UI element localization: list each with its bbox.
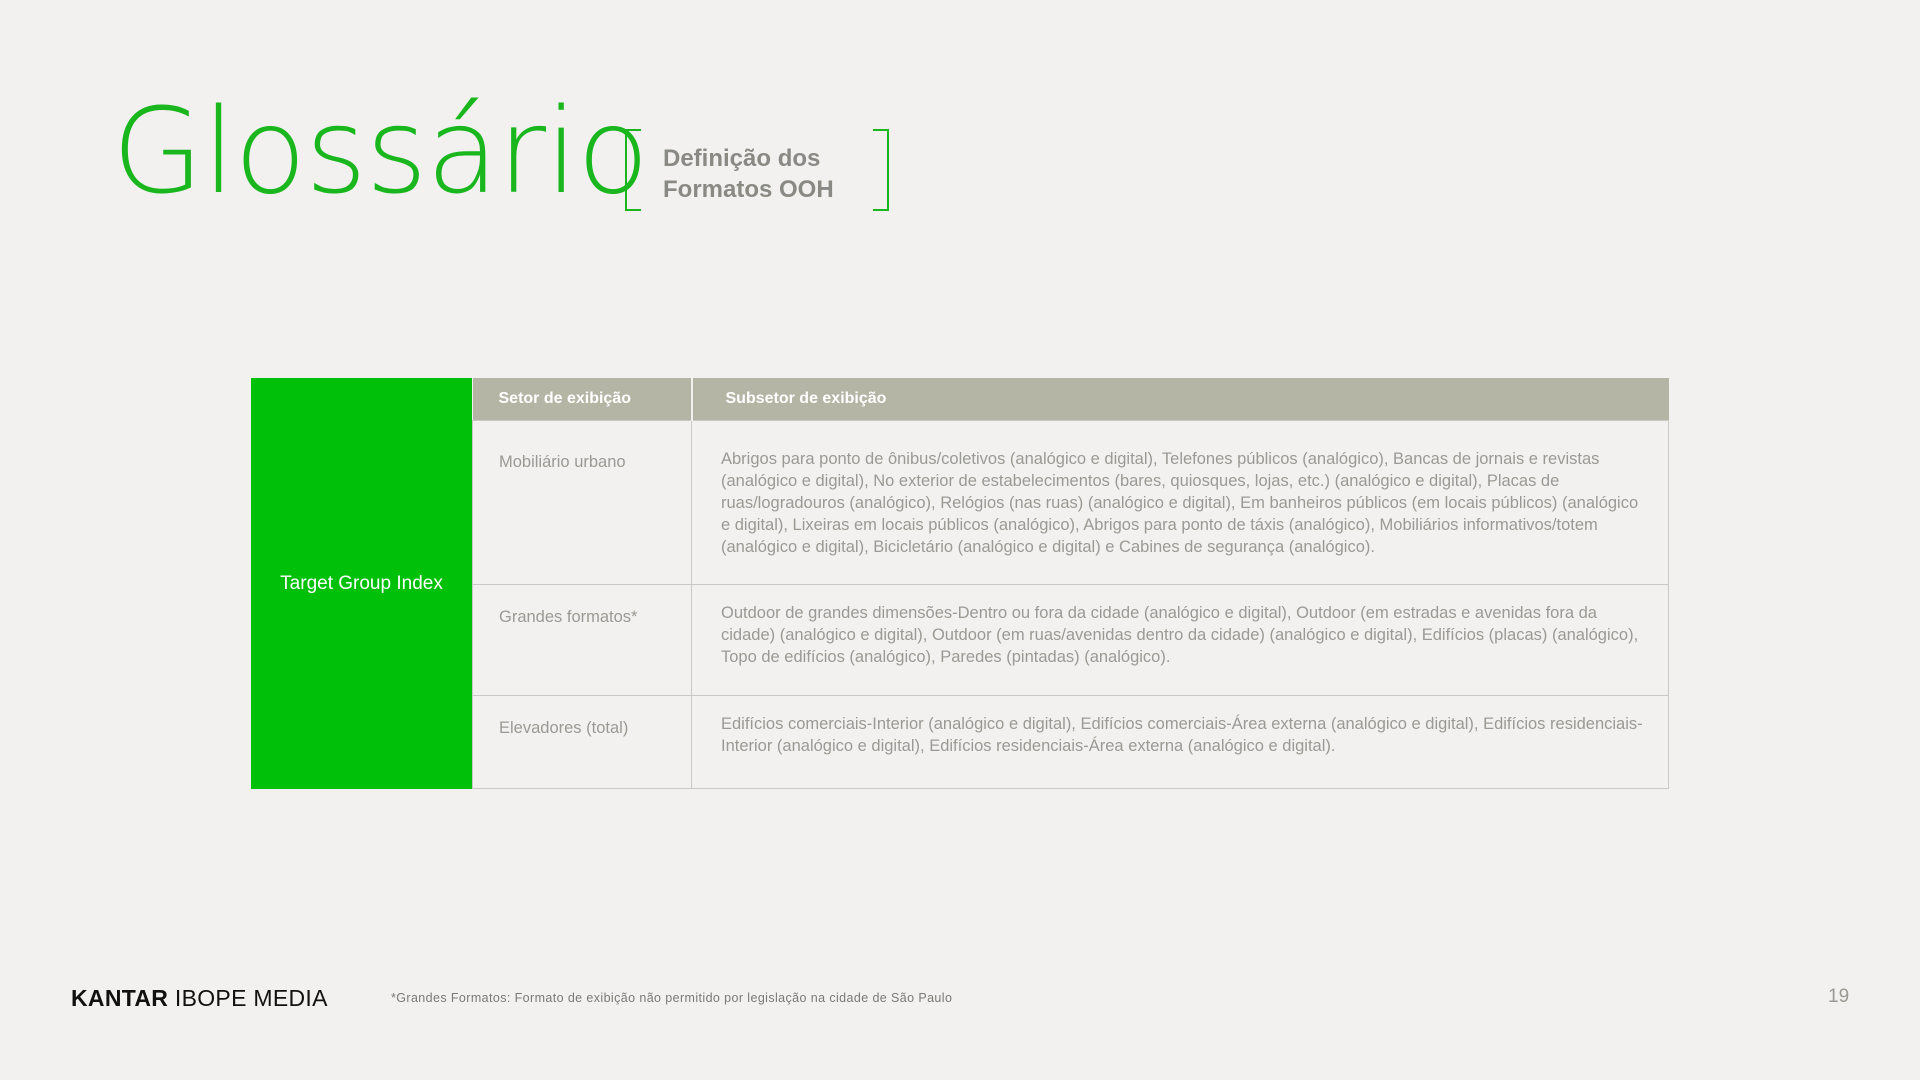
subsetor-cell: Outdoor de grandes dimensões-Dentro ou fora da cidade (analógico e digital), Outdoor (em estradas e avenidas fora da cidade) (analógico e digital), Outdoor (em ruas/avenidas dentro da cidade) (analógico e digital), Edifícios (placas) (analógico), Topo de edifícios (analógico), Paredes (pintadas) (analógico). xyxy=(692,584,1669,695)
glossary-table-container xyxy=(251,378,1669,789)
subsetor-cell: Edifícios comerciais-Interior (analógico e digital), Edifícios comerciais-Área externa (analógico e digital), Edifícios residenciais-Interior (analógico e digital), Edifícios residenciais-Área externa (analógico e digital). xyxy=(692,695,1669,788)
page-number: 19 xyxy=(1828,986,1850,1007)
subsetor-cell: Abrigos para ponto de ônibus/coletivos (analógico e digital), Telefones públicos (analógico), Bancas de jornais e revistas (analógico e digital), No exterior de estabelecimentos (bares, quiosques, lojas, etc.) (analógico e digital), Placas de ruas/logradouros (analógico), Relógios (nas ruas) (analógico e digital), Em banheiros públicos (em locais públicos) (analógico e digital), Lixeiras em locais públicos (analógico), Abrigos para ponto de táxis (analógico), Mobiliários informativos/totem (analógico e digital), Bicicletário (analógico e digital) e Cabines de segurança (analógico). xyxy=(692,420,1669,584)
kantar-ibope-logo xyxy=(71,985,328,1012)
page-subtitle xyxy=(663,143,834,205)
page-title: Glossário xyxy=(112,82,649,220)
subtitle-line-2: Formatos OOH xyxy=(663,176,834,203)
table-header-row xyxy=(473,378,1669,420)
column-header-setor: Setor de exibição xyxy=(473,378,692,420)
group-label-cell xyxy=(251,378,472,789)
glossary-table xyxy=(472,378,1669,789)
left-bracket-decoration xyxy=(625,129,641,211)
logo-regular-text: IBOPE MEDIA xyxy=(174,985,328,1011)
table-row xyxy=(473,584,1669,695)
setor-cell: Grandes formatos* xyxy=(473,584,692,695)
group-label: Target Group Index xyxy=(280,572,443,594)
table-row xyxy=(473,695,1669,788)
setor-cell: Mobiliário urbano xyxy=(473,420,692,584)
subtitle-line-1: Definição dos xyxy=(663,145,821,172)
column-header-subsetor: Subsetor de exibição xyxy=(692,378,1669,420)
table-row xyxy=(473,420,1669,584)
logo-bold-text: KANTAR xyxy=(71,985,169,1011)
subtitle-bracket xyxy=(625,129,889,211)
setor-cell: Elevadores (total) xyxy=(473,695,692,788)
right-bracket-decoration xyxy=(873,129,889,211)
footnote: *Grandes Formatos: Formato de exibição não permitido por legislação na cidade de São Paulo xyxy=(391,991,953,1005)
